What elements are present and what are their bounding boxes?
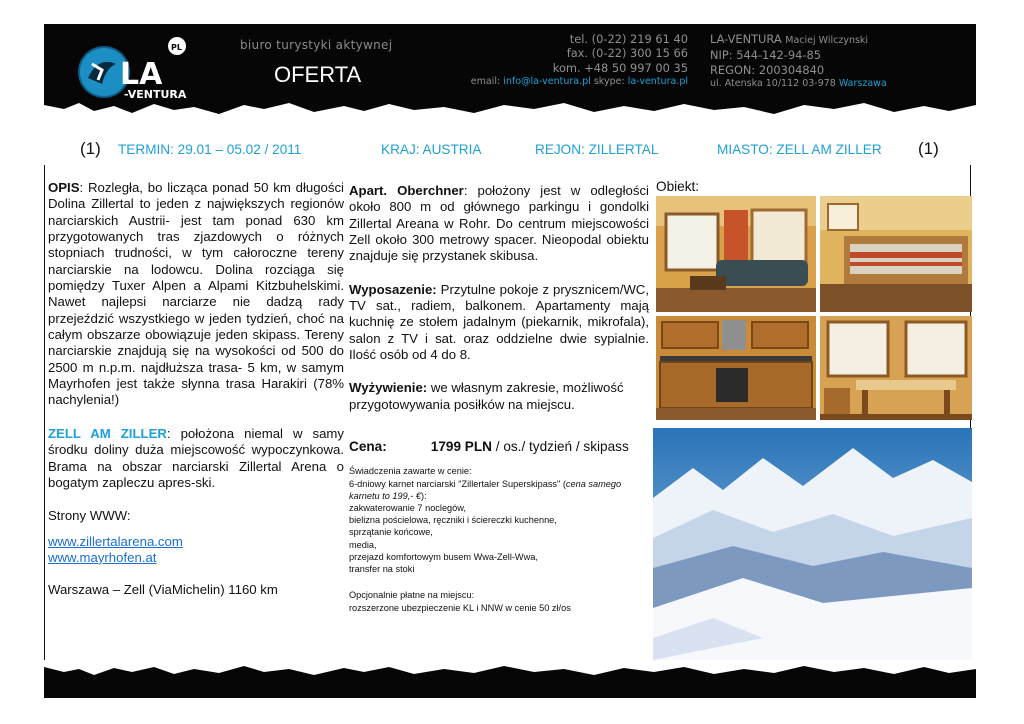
fax: fax. (0-22) 300 15 66 bbox=[566, 46, 688, 61]
photo-dining-room bbox=[820, 316, 972, 420]
miasto: MIASTO: ZELL AM ZILLER bbox=[717, 142, 882, 157]
mobile: kom. +48 50 997 00 35 bbox=[552, 60, 688, 75]
zillertalarena-link[interactable]: www.zillertalarena.com bbox=[48, 533, 183, 549]
header-band bbox=[44, 24, 976, 116]
offer-number-left: (1) bbox=[80, 139, 101, 158]
company-name-line: LA-VENTURA Maciej Wilczynski bbox=[710, 32, 869, 46]
photo-bedroom bbox=[820, 196, 972, 312]
skype-link[interactable]: la-ventura.pl bbox=[627, 76, 688, 88]
mayrhofen-link[interactable]: www.mayrhofen.at bbox=[48, 549, 157, 565]
rejon: REJON: ZILLERTAL bbox=[535, 142, 659, 157]
tagline: biuro turystyki aktywnej bbox=[240, 38, 393, 52]
torn-edge-decoration bbox=[44, 97, 976, 116]
la-ventura-logo bbox=[74, 34, 204, 106]
regon: REGON: 200304840 bbox=[710, 62, 825, 77]
description-column bbox=[48, 180, 344, 599]
left-border bbox=[44, 165, 45, 660]
zell-paragraph: ZELL AM ZILLER: położona niemal w samy środku doliny duża miejscowość wypoczynkowa. Brama na obszar narciarski Zillertal Arena o bogatym zapleczu apres-ski. bbox=[48, 425, 344, 490]
svg-text:PL: PL bbox=[171, 43, 182, 52]
termin: TERMIN: 29.01 – 05.02 / 2011 bbox=[118, 142, 302, 157]
equipment-paragraph: Wyposazenie: Przytulne pokoje z prysznicem/WC, TV sat., radiem, balkonem. Apartamenty mają kuchnię ze stołem jadalnym (piekarnik, mikrofala), salon z TV i sat. oraz oddzielne dwie sypialnie. Ilość osób od 4 do 8. bbox=[349, 281, 649, 363]
phone: tel. (0-22) 219 61 40 bbox=[569, 32, 688, 46]
torn-edge-decoration bbox=[44, 664, 976, 677]
footer-band bbox=[44, 664, 976, 698]
details-column bbox=[349, 183, 649, 614]
apartment-paragraph: Apart. Oberchner: położony jest w odległości około 800 m od głównego parkingu i gondolki Zillertal Areana w Rohr. Do centrum miejscowości Zell około 300 metrowy spacer. Nieopodal obiektu znajduje się przystanek skibusa. bbox=[349, 183, 649, 264]
description-paragraph: OPIS: Rozległa, bo licząca ponad 50 km długości Dolina Zillertal to jeden z największych regionów narciarskich Austrii- jest tam ponad 630 km przygotowanych tras zjazdowych o różnych stopniach trudności, w tym całoroczne tereny narciarskie na lodowcu. Dolina rozciąga się pomiędzy Tuxer Alpen a Alpami Kitzbuhelskimi. Nawet najlepsi narciarze nie dadzą rady przejeździć wszystkiego w jeden tydzień, choć na całym obszarze obowiązuje jeden skipass. Tereny narciarskie znajdują się na wysokości od 500 do 2500 m n.p.m. najdłuższa trasa- 5 km, w samym Mayrhofen jest także słynna trasa Harakiri (78% nachylenia!) bbox=[48, 180, 344, 408]
company-block bbox=[710, 32, 887, 92]
photo-mountains bbox=[653, 428, 972, 660]
address: ul. Atenska 10/112 03-978 Warszawa bbox=[710, 78, 887, 90]
included-services: Świadczenia zawarte w cenie: 6-dniowy karnet narciarski "Zillertaler Superskipass" (cena samego karnetu to 199,- €): zakwaterowanie 7 noclegów, bielizna pościelowa, ręczniki i ściereczki kuchenne, sprzątanie końcowe, media, przejazd komfortowym busem Wwa-Zell-Wwa, transfer na stoki bbox=[349, 466, 622, 575]
svg-text:-VENTURA: -VENTURA bbox=[124, 88, 187, 101]
object-label: Obiekt: bbox=[656, 179, 700, 194]
page-title: OFERTA bbox=[274, 62, 362, 87]
nip: NIP: 544-142-94-85 bbox=[710, 48, 822, 63]
www-label: Strony WWW: bbox=[48, 508, 131, 524]
photo-kitchen bbox=[656, 316, 816, 420]
contact-block bbox=[471, 32, 688, 90]
email-link[interactable]: info@la-ventura.pl bbox=[503, 76, 591, 88]
distance-info: Warszawa – Zell (ViaMichelin) 1160 km bbox=[48, 582, 278, 598]
kraj: KRAJ: AUSTRIA bbox=[381, 142, 482, 157]
price-value: 1799 PLN bbox=[430, 439, 492, 455]
photos-column bbox=[656, 179, 974, 194]
price-line: Cena: 1799 PLN / os./ tydzień / skipass bbox=[349, 439, 629, 455]
meals-paragraph: Wyżywienie: we własnym zakresie, możliwość przygotowywania posiłków na miejscu. bbox=[349, 380, 624, 412]
trip-summary-bar bbox=[80, 139, 950, 161]
optional-services: Opcjonalnie płatne na miejscu: rozszerzone ubezpieczenie KL i NNW w cenie 50 zł/os bbox=[349, 590, 571, 613]
email-skype-line: email: info@la-ventura.pl skype: la-ventura.pl bbox=[470, 76, 688, 88]
offer-number-right: (1) bbox=[918, 139, 939, 158]
photo-living-room bbox=[656, 196, 816, 312]
svg-text:LA: LA bbox=[120, 57, 163, 92]
